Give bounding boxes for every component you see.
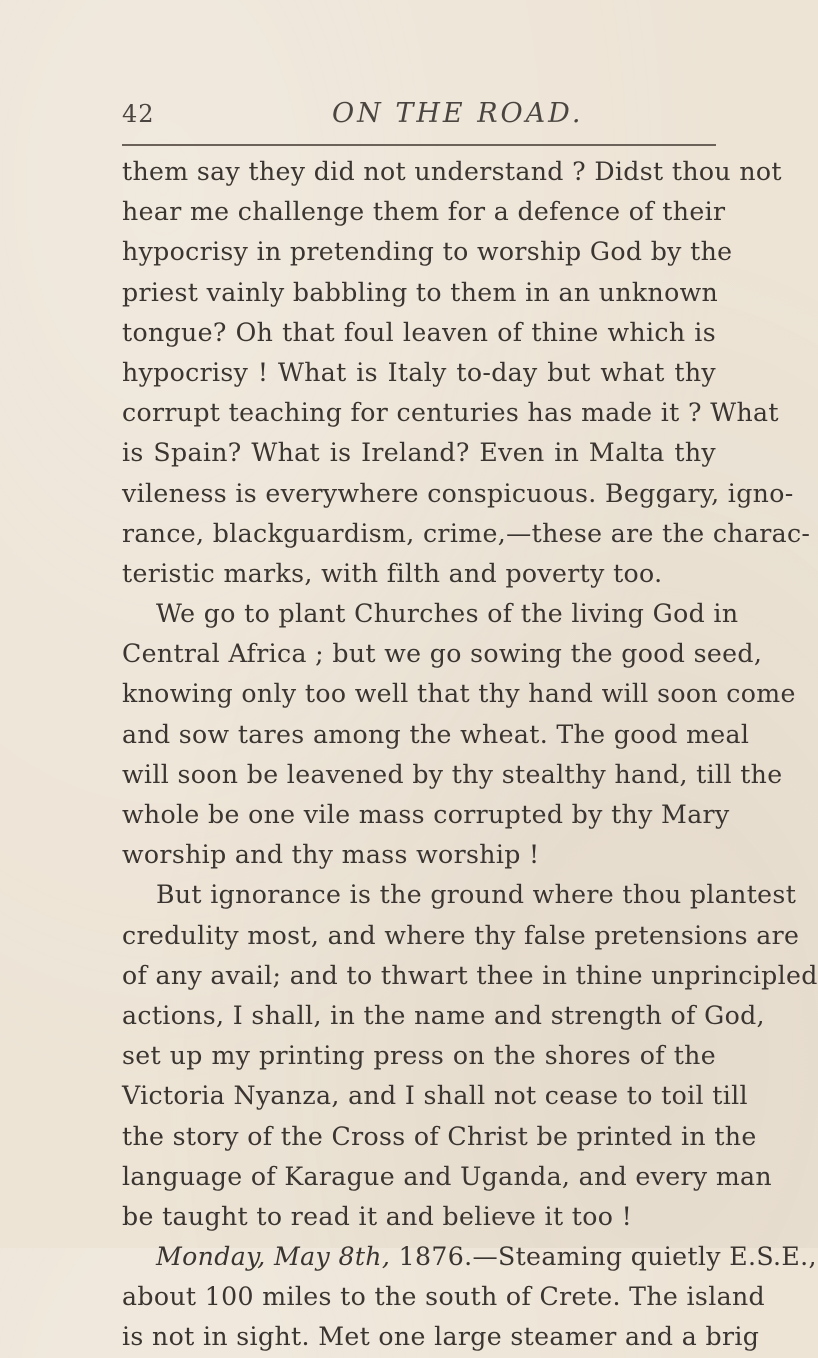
diary-entry-line [122, 1237, 817, 1277]
text-line: We go to plant Churches of the living God in [156, 599, 739, 629]
running-head [122, 96, 716, 132]
running-title: ON THE ROAD. [332, 98, 584, 129]
text-line: the story of the Cross of Christ be printed in the [122, 1121, 757, 1151]
text-line: hypocrisy ! What is Italy to-day but what thy [122, 357, 716, 387]
text-line: rance, blackguardism, crime,—these are the charac- [122, 518, 811, 548]
page-number: 42 [122, 100, 155, 128]
text-line: worship and thy mass worship ! [122, 840, 540, 870]
text-line: language of Karague and Uganda, and every man [122, 1161, 772, 1191]
text-line: and sow tares among the wheat. The good meal [122, 719, 750, 749]
text-line: teristic marks, with filth and poverty too. [122, 558, 663, 588]
text-line: credulity most, and where thy false pretensions are [122, 920, 800, 950]
text-line: whole be one vile mass corrupted by thy Mary [122, 800, 730, 829]
text-line: Central Africa ; but we go sowing the good seed, [122, 639, 763, 669]
text-line: will soon be leavened by thy stealthy hand, till the [122, 759, 783, 789]
text-line: hypocrisy in pretending to worship God by the [122, 237, 733, 267]
text-line: is not in sight. Met one large steamer and a brig [122, 1322, 760, 1352]
text-line: set up my printing press on the shores of the [122, 1041, 716, 1071]
text-line: hear me challenge them for a defence of their [122, 197, 726, 227]
text-line: tongue? Oh that foul leaven of thine which is [122, 317, 716, 347]
text-line: corrupt teaching for centuries has made it ? What [122, 398, 779, 428]
text-line: vileness is everywhere conspicuous. Beggary, igno- [122, 478, 794, 508]
text-line: Victoria Nyanza, and I shall not cease to toil till [122, 1081, 748, 1111]
header-rule [122, 144, 716, 146]
text-line: But ignorance is the ground where thou plantest [156, 880, 797, 910]
text-line: be taught to read it and believe it too ! [122, 1201, 633, 1231]
text-line: of any avail; and to thwart thee in thine unprincipled [122, 960, 818, 990]
text-line: knowing only too well that thy hand will soon come [122, 679, 796, 709]
text-line: actions, I shall, in the name and strength of God, [122, 1000, 765, 1030]
text-line: priest vainly babbling to them in an unknown [122, 277, 719, 307]
text-line: is Spain? What is Ireland? Even in Malta thy [122, 438, 716, 468]
text-line: them say they did not understand ? Didst thou not [122, 157, 782, 186]
text-line: about 100 miles to the south of Crete. The island [122, 1282, 766, 1312]
body-text [122, 152, 818, 1358]
diary-text: 1876.—Steaming quietly E.S.E., [390, 1242, 817, 1272]
diary-date: Monday, May 8th, [156, 1242, 391, 1272]
